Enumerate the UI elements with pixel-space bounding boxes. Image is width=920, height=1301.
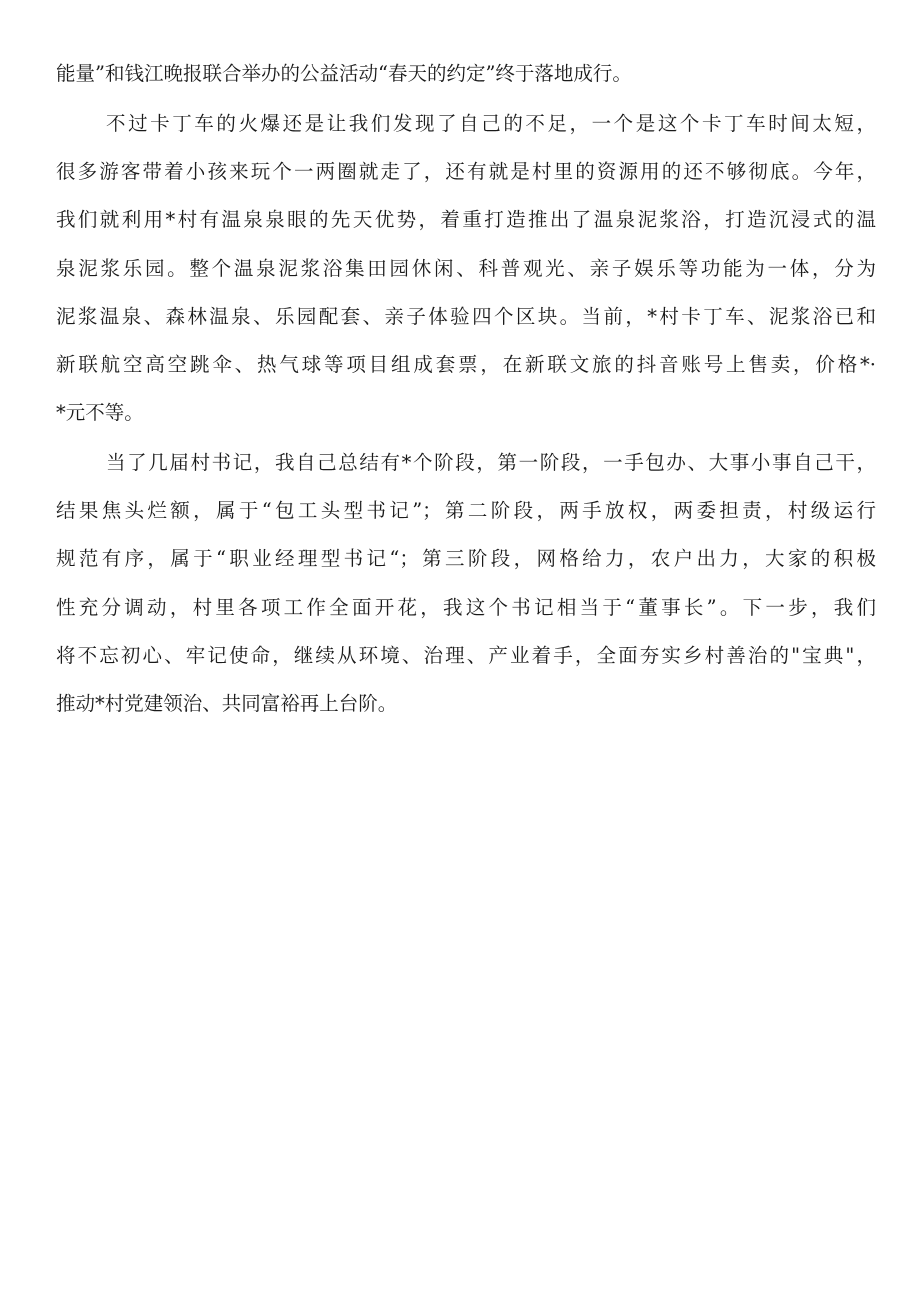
text-line: 推动*村党建领治、共同富裕再上台阶。 — [56, 692, 398, 715]
text-line: 能量”和钱江晚报联合举办的公益活动“春天的约定”终于落地成行。 — [56, 62, 632, 85]
text-line: 将不忘初心、牢记使命，继续从环境、治理、产业着手，全面夯实乡村善治的"宝典"， — [56, 644, 876, 667]
text-line: 结果焦头烂额，属于“包工头型书记”；第二阶段，两手放权，两委担责，村级运行 — [56, 499, 876, 522]
text-line: 我们就利用*村有温泉泉眼的先天优势，着重打造推出了温泉泥浆浴，打造沉浸式的温 — [56, 208, 876, 231]
text-line: 泉泥浆乐园。整个温泉泥浆浴集田园休闲、科普观光、亲子娱乐等功能为一体，分为 — [56, 257, 876, 280]
text-line: 泥浆温泉、森林温泉、乐园配套、亲子体验四个区块。当前，*村卡丁车、泥浆浴已和 — [56, 305, 876, 328]
text-line: 很多游客带着小孩来玩个一两圈就走了，还有就是村里的资源用的还不够彻底。今年， — [56, 160, 876, 183]
text-line: *元不等。 — [56, 401, 144, 424]
text-line: 不过卡丁车的火爆还是让我们发现了自己的不足，一个是这个卡丁车时间太短， — [106, 112, 876, 135]
text-line: 新联航空高空跳伞、热气球等项目组成套票，在新联文旅的抖音账号上售卖，价格*· — [56, 353, 876, 376]
text-line: 当了几届村书记，我自己总结有*个阶段，第一阶段，一手包办、大事小事自己干， — [106, 451, 876, 474]
text-line: 规范有序，属于“职业经理型书记“；第三阶段，网格给力，农户出力，大家的积极 — [56, 547, 876, 570]
text-line: 性充分调动，村里各项工作全面开花，我这个书记相当于“董事长”。下一步，我们 — [56, 596, 876, 619]
